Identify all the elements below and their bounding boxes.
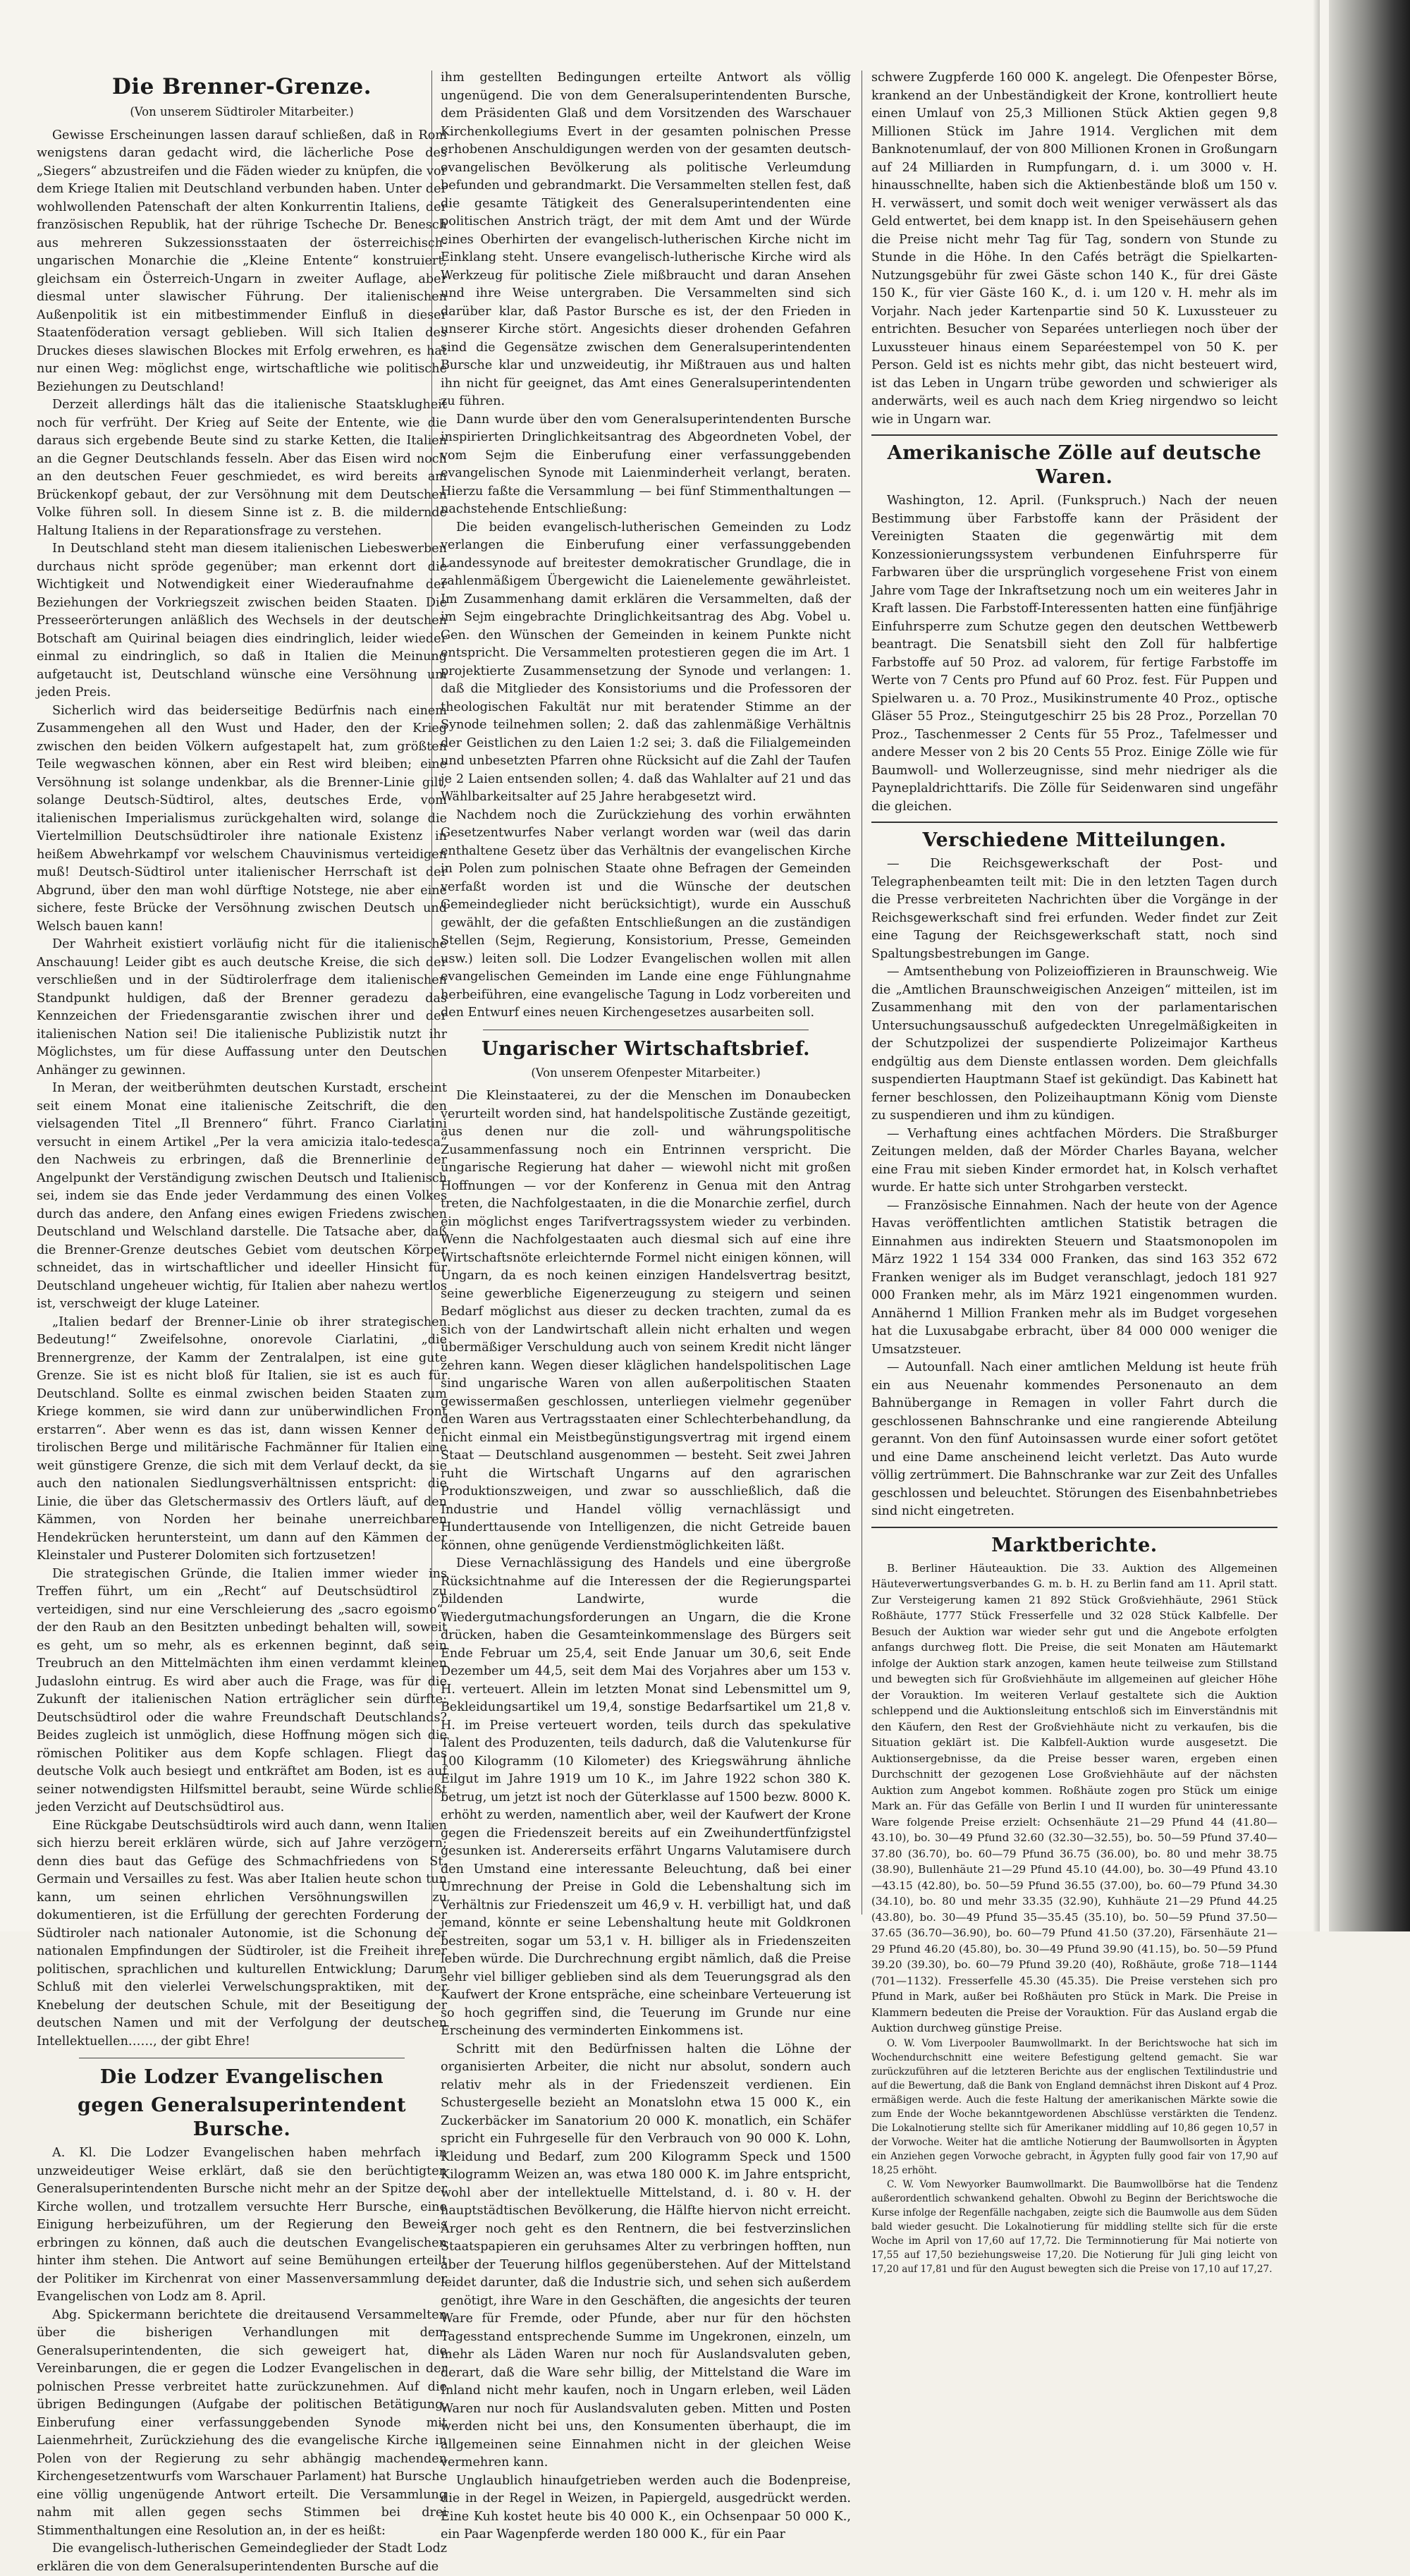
page-edge-shadow [1329,0,1410,1931]
article-byline: (Von unserem Südtiroler Mitarbeiter.) [130,105,354,118]
paragraph: Der Wahrheit existiert vorläufig nicht für die italienische Anschauung! Leider gibt es auch deutsche Kreise, die sich der verschließen und in der Südtirolerfrage dem italienischen Standpunkt huldigen, daß der Brenner geradezu das Kennzeichen der Friedensgarantie zwischen ihrer und der italienischen Nation sei! Die italienische Publizistik nutzt ihr Möglichstes, um für diese Auffassung unter den Deutschen Anhänger zu gewinnen. [37,937,447,1078]
paragraph: Diese Vernachlässigung des Handels und eine übergroße Rücksichtnahme auf die Interessen der die Regierungspartei bildenden Landwirte, wurde die Wiedergutmachungsforderungen an Ungarn, die die Krone drücken, haben die Gesamteinkommenslage des Bürgers seit Ende Februar um 25,4, seit Ende Januar um 30,6, seit Ende Dezember um 44,5, seit dem Mai des Vorjahres aber um 153 v. H. verteuert. Allein im letzten Monat sind Lebensmittel um 9, Bekleidungsartikel um 19,4, sonstige Bedarfsartikel um 21,8 v. H. im Preise verteuert worden, teils durch das spekulative Talent des Produzenten, teils dadurch, daß die Valutenkurse für 100 Kilogramm (10 Kilometer) des Kriegswährung ähnliche Eilgut im Jahre 1919 um 10 K., im Jahre 1922 schon 380 K. betrug, um jetzt ist noch der Güterklasse auf 1500 bezw. 8000 K. erhöht zu werden, namentlich aber, weil der Kaufwert der Krone gegen die Friedenszeit bereits auf ein Zweihundertfünfzigstel gesunken ist. Andererseits erfährt Ungarns Valutamisere durch den Umstand eine interessante Beleuchtung, daß bei einer Umrechnung der Preise in Gold die Lebenshaltung sich im Verhältnis zur Friedenszeit um 46,9 v. H. verbilligt hat, und daß jemand, könnte er seine Lebenshaltung heute mit Goldkronen bestreiten, sogar um 53,1 v. H. billiger als in Friedenszeiten leben würde. Die Durchrechnung ergibt nämlich, daß die Preise sehr viel billiger geblieben sind als dem Teuerungsgrad als den Kaufwert der Krone entspräche, eine scheinbare Verteuerung ist so hoch gegriffen sind, die Teuerung im Grunde nur eine Erscheinung des verminderten Einkommens ist. [441,1556,851,2038]
paragraph: Abg. Spickermann berichtete die dreitausend Versammelten über die bisherigen Verhandlungen mit dem Generalsuperintendenten, die sich geweigert hat, die Vereinbarungen, die er gegen die Lodzer Evangelischen in der polnischen Presse verbreitet hatte zurückzunehmen. Auf die übrigen Bedingungen (Aufgabe der politischen Betätigung, Einberufung einer verfassunggebenden Synode mit Laienmehrheit, Zurückziehung des die evangelische Kirche in Polen von der Regierung zu sehr abhängig machenden Kirchengesetzentwurfs vom Warschauer Parlament) hat Bursche eine völlig ungenügende Antwort erteilt. Die Versammlung nahm mit allen gegen sechs Stimmen bei drei Stimmenthaltungen eine Resolution an, in der es heißt: [37,2307,447,2538]
separator-rule [871,1527,1277,1528]
paragraph: Derzeit allerdings hält das die italienische Staatsklugheit noch für verfrüht. Der Krieg auf Seite der Entente, wie die daraus sich ergebende Beute sind zu starke Ketten, die Italien an die Gegner Deutschlands fesseln. Aber das Eisen wird noch an den deutschen Feuer geschmiedet, es wird bereits am Brückenkopf gebaut, der zur Versöhnung mit dem Deutschen Volke führen soll. In diesem Sinne ist z. B. die mildernde Haltung Italiens in der Reparationsfrage zu verstehen. [37,398,447,538]
paragraph: Die beiden evangelisch-lutherischen Gemeinden zu Lodz verlangen die Einberufung einer verfassunggebenden Landessynode auf breitester demokratischer Grundlage, die in zahlenmäßigem Übergewicht die Laienelemente gewährleistet. Im Zusammenhang damit erklären die Versammelten, daß der im Sejm eingebrachte Dringlichkeitsantrag des Abg. Vobel u. Gen. den Wünschen der Gemeinden in keinem Punkte nicht entspricht. Die Versammelten protestieren gegen die im Art. 1 projektierte Zusammensetzung der Synode und verlangen: 1. daß die Mitglieder des Konsistoriums und die Professoren der theologischen Fakultät nur mit beratender Stimme an der Synode teilnehmen sollen; 2. daß das zahlenmäßige Verhältnis der Geistlichen zu den Laien 1:2 sei; 3. daß die Filialgemeinden und unbesetzten Pfarren ohne Rücksicht auf die Zahl der Taufen je 2 Laien entsenden sollen; 4. daß das Wahlalter auf 21 und das Wählbarkeitsalter auf 25 Jahre herabgesetzt wird. [441,520,851,804]
paragraph: Dann wurde über den vom Generalsuperintendenten Bursche inspirierten Dringlichkeitsantrag des Abgeordneten Vobel, der vom Sejm die Einberufung einer verfassunggebenden evangelischen Synode mit Laienminderheit verlangt, beraten. Hierzu faßte die Versammlung — bei fünf Stimmenthaltungen — nachstehende Entschließung: [441,412,851,516]
paragraph: Gewisse Erscheinungen lassen darauf schließen, daß in Rom wenigstens daran gedacht wird, die lächerliche Pose des „Siegers“ abzustreifen und die Fäden wieder zu knüpfen, die vor dem Kriege Italien mit Deutschland verbunden haben. Unter der wohlwollenden Patenschaft der alten Konkurrentin Italiens, der französischen Republik, hat der rührige Tscheche Dr. Benesch aus mehreren Sukzessionsstaaten der österreichisch-ungarischen Monarchie die „Kleine Entente“ konstruiert, gleichsam ein Österreich-Ungarn in zweiter Auflage, aber diesmal unter slawischer Führung. Der italienischen Außenpolitik ist ein mitbestimmender Einfluß in dieser Staatenföderation versagt geblieben. Will sich Italien des Druckes dieses slawischen Blockes mit Erfolg erwehren, es hat nur einen Weg: möglichst enge, wirtschaftliche wie politische Beziehungen zu Deutschland! [37,128,447,394]
article-title-marktberichte: Marktberichte. [991,1534,1158,1556]
column-2 [441,69,851,2541]
paragraph: O. W. Vom Liverpooler Baumwollmarkt. In der Berichtswoche hat sich im Wochendurchschnitt eine weitere Befestigung geltend gemacht. Sie war zurückzuführen auf die letzteren Berichte aus der englischen Textilindustrie und auf die Bewertung, daß die Bank von England demnächst ihren Diskont auf 4 Proz. ermäßigen werde. Auch die feste Haltung der amerikanischen Märkte sowie die zum Ende der Woche bekanntgewordenen Abschlüsse verstärkten die Tendenz. Die Lokalnotierung stellte sich für Amerikaner middling auf 10,86 gegen 10,57 in der Vorwoche. Weiter hat die amtliche Notierung der Baumwollsorten in Ägypten ein Anziehen gegen Vorwoche gebracht, in Ägypten fully good fair von 17,90 auf 18,25 erhöht. [871,2037,1277,2176]
paragraph: Die strategischen Gründe, die Italien immer wieder ins Treffen führt, um ein „Recht“ auf Deutschsüdtirol zu verteidigen, sind nur eine Verschleierung des „sacro egoismo“, der den Raub an den Besitzten unbedingt behalten will, soweit es geht, um so mehr, als es erkennen beginnt, daß sein Treubruch an den Mittelmächten ihm einen verdammt kleinen Judaslohn eintrug. Es wird aber auch die Frage, was für die Zukunft der italienischen Nation erträglicher sein dürfte: Deutschsüdtirol oder die wahre Freundschaft Deutschlands? Beides zugleich ist unmöglich, diese Hoffnung mögen sich die römischen Politiker aus dem Kopfe schlagen. Fliegt das deutsche Volk auch besiegt und entkräftet am Boden, ist es auf seiner notwendigsten Hilfsmittel beraubt, seine Würde schließt jeden Verzicht auf Deutschsüdtirol aus. [37,1566,447,1814]
article-title-ungarn: Ungarischer Wirtschaftsbrief. [481,1037,811,1060]
article-title-lodz-1: Die Lodzer Evangelischen [99,2066,384,2088]
paragraph: Washington, 12. April. (Funkspruch.) Nach der neuen Bestimmung über Farbstoffe kann der Präsident der Vereinigten Staaten die gegenwärtig mit dem Konzessionierungssystem verbundenen Einfuhrsperre für Farbwaren über die ursprünglich vorgesehene Frist von einem Jahre vom Tage der Inkraftsetzung noch um ein weiteres Jahr in Kraft lassen. Die Farbstoff-Interessenten hatten eine fünfjährige Einfuhrsperre zum Schutze gegen den deutschen Wettbewerb beantragt. Die Senatsbill sieht den Zoll für halbfertige Farbstoffe auf 50 Proz. ad valorem, für fertige Farbstoffe im Werte von 7 Cents pro Pfund auf 60 Proz. fest. Für Puppen und Spielwaren u. a. 70 Proz., Musikinstrumente 40 Proz., optische Gläser 55 Proz., Steingutgeschirr 25 bis 28 Proz., Porzellan 70 Proz., Taschenmesser 2 Cents für 55 Proz., Tafelmesser und andere Messer von 2 bis 20 Cents 55 Proz. Einige Zölle wie für Baumwoll- und Wollerzeugnisse, sind mehr niedriger als die Payneplaldrichttarifs. Die Zölle für Seidenwaren sind ungefähr die gleichen. [871,494,1277,814]
article-byline: (Von unserem Ofenpester Mitarbeiter.) [531,1066,761,1080]
paragraph: Nachdem noch die Zurückziehung des vorhin erwähnten Gesetzentwurfes Naber verlangt worden war (weil das darin enthaltene Gesetz über das Verhältnis der evangelischen Kirche in Polen zum polnischen Staate ohne Befragen der Gemeinden verfaßt worden ist und die Wünsche der deutschen Gemeindeglieder nicht berücksichtigt), wurde ein Ausschuß gewählt, der die gefaßten Entschließungen an die zuständigen Stellen (Sejm, Regierung, Konsistorium, Presse, Gemeinden usw.) leiten soll. Die Lodzer Evangelischen wollen mit allen evangelischen Gemeinden im Lande eine enge Fühlungnahme herbeiführen, eine evangelische Tagung in Lodz vorbereiten und den Entwurf eines neuen Kirchengesetzes ausarbeiten soll. [441,807,851,1020]
paragraph: — Die Reichsgewerkschaft der Post- und Telegraphenbeamten teilt mit: Die in den letzten Tagen durch die Presse verbreiteten Nachrichten über die Vorgänge in der Reichsgewerkschaft sind frei erfunden. Weder findet zur Zeit eine Tagung der Reichsgewerkschaft statt, noch sind Spaltungsbestrebungen im Gange. [871,857,1277,961]
separator-rule [871,434,1277,436]
column-3 [871,69,1277,2275]
paragraph: Sicherlich wird das beiderseitige Bedürfnis nach einem Zusammengehen all den Wust und Hader, den der Krieg zwischen den beiden Völkern aufgestapelt hat, zum größten Teile wegwaschen können, aber ein Rest wird bleiben; eine Versöhnung ist solange undenkbar, als die Brenner-Linie gilt, solange Deutsch-Südtirol, altes, deutsches Erde, vom italienischen Imperialismus zurückgehalten wird, solange die Viertelmillion Deutschsüdtiroler ihre nationale Existenz in heißem Abwehrkampf vor welschem Chauvinismus verteidigen muß! Deutsch-Südtirol unter italienischer Herrschaft ist der Abgrund, über den man wohl dürftige Notstege, nie aber eine sichere, feste Brücke der Versöhnung zwischen Deutsch und Welsch bauen kann! [37,703,447,934]
article-title-mitteilungen: Verschiedene Mitteilungen. [922,829,1227,851]
paragraph: Schritt mit den Bedürfnissen halten die Löhne der organisierten Arbeiter, die nicht nur absolut, sondern auch relativ mehr als in der Friedenszeit verdienen. Ein Schustergeselle bezieht an Monatslohn etwa 15 000 K., ein Zuckerbäcker im Sanatorium 20 000 K. monatlich, ein Schäfer spricht ein Fuhrgeselle für den Verbrauch von 90 000 K. Lohn, Kleidung und Bedarf, zum 200 Kilogramm Speck und 1500 Kilogramm Weizen an, was etwa 180 000 K. im Jahre entspricht, wohl aber der intellektuelle Mittelstand, d. i. 80 v. H. der hauptstädtischen Bevölkerung, die Hälfte hiervon nicht erreicht. Ärger noch geht es den Rentnern, die bei festverzinslichen Staatspapieren ein geruhsames Alter zu verbringen hofften, nun aber der Teuerung hilflos gegenüberstehen. Auf der Mittelstand leidet darunter, daß die Industrie sich, und sehen sich außerdem genötigt, ihre Ware in den Geschäften, die angesichts der teuren Ware für Fremde, oder Pfunde, aber nur für den höchsten Tagesstand entsprechende Summe im Ungekronen, einzeln, um mehr als Läden Waren nur noch für Auslandsvaluten geben, derart, daß die Ware sehr billig, der Mittelstand die Ware im Inland nicht mehr kaufen, noch in Ungarn erleben, weil Läden Waren nur noch für Auslandsvaluten geben. Mitten und Posten werden nicht bei uns, den Konsumenten überhaupt, die im allgemeinen seine Einnahmen nicht in der gleichen Weise vermehren kann. [441,2041,851,2470]
article-title-lodz-2: gegen Generalsuperintendent Bursche. [77,2094,407,2140]
article-title-zoelle: Amerikanische Zölle auf deutsche Waren. [887,442,1262,488]
separator-rule [871,822,1277,823]
paragraph: ihm gestellten Bedingungen erteilte Antwort als völlig ungenügend. Die von dem Generalsuperintendenten Bursche, dem Präsidenten Glaß und dem Vorsitzenden des Warschauer Kirchenkollegiums Evert in der gesamten polnischen Presse erhobenen Anschuldigungen werden von der gesamten deutsch-evangelischen Bevölkerung als politische Verleumdung befunden und gebrandmarkt. Die Versammelten stellen fest, daß die gesamte Tätigkeit des Generalsuperintendenten eine politischen Anstrich trägt, der mit dem Amt und der Würde eines Oberhirten der evangelisch-lutherischen Kirche nicht im Einklang steht. Unsere evangelisch-lutherische Kirche wird als Werkzeug für politische Ziele mißbraucht und daran Ansehen und ihre Weise untergraben. Die Versammelten sind sich darüber klar, daß Pastor Bursche es ist, der den Frieden in unserer Kirche stört. Angesichts dieser drohenden Gefahren sind die Gegensätze zwischen dem Generalsuperintendenten Bursche klar und unzweideutig, ihr Mißtrauen aus und halten ihn nicht für geeignet, das Amt eines Generalsuperintendenten zu führen. [441,71,851,408]
paragraph: C. W. Vom Newyorker Baumwollmarkt. Die Baumwollbörse hat die Tendenz außerordentlich schwankend gehalten. Obwohl zu Beginn der Berichtswoche die Kurse infolge der Regenfälle nachgaben, zeigte sich die Baumwolle aus dem Süden bald wieder gesucht. Die Lokalnotierung für middling stellte sich für die erste Woche im April von 17,60 auf 17,72. Die Terminnotierung für Mai notierte von 17,55 auf 17,50 beziehungsweise 17,20. Die Notierung für Juli ging leicht von 17,20 auf 17,81 und für den August bewegten sich die Preise von 17,10 auf 17,27. [871,2178,1277,2275]
paragraph: schwere Zugpferde 160 000 K. angelegt. Die Ofenpester Börse, krankend an der Unbeständigkeit der Krone, kontrolliert heute einen Umlauf von 25,3 Millionen Stück Aktien gegen 9,8 Millionen Stück im Jahre 1914. Verglichen mit dem Banknotenumlauf, der von 800 Millionen Kronen in Großungarn auf 24 Milliarden in Rumpfungarn, d. i. um 3000 v. H. hinausschnellte, haben sich die Aktienbestände bloß um 150 v. H. verwässert, und somit doch weit weniger verwässert als das Geld entwertet, bei dem knapp ist. In den Speisehäusern gehen die Preise nicht mehr Tag für Tag, sondern von Stunde zu Stunde in die Höhe. In den Cafés beträgt die Spielkarten-Nutzungsgebühr für zwei Gäste schon 140 K., für drei Gäste 150 K., für vier Gäste 160 K., d. i. um 120 v. H. mehr als im Vorjahr. Nach jeder Kartenpartie sind 50 K. Luxussteuer zu entrichten. Besucher von Separées unterliegen noch über der Luxussteuer hinaus einem Separéestempel von 50 K. per Person. Geld ist es nichts mehr gibt, das nicht besteuert wird, ist das Leben in Ungarn trübe geworden und schwieriger als anderwärts, weil es auch nach dem Krieg nirgendwo so leicht wie in Ungarn war. [871,71,1277,427]
article-title-brenner: Die Brenner-Grenze. [111,74,372,99]
paragraph: — Autounfall. Nach einer amtlichen Meldung ist heute früh ein aus Neuenahr kommendes Personenauto an dem Bahnübergange in Remagen in voller Fahrt durch die geschlossenen Bahnschranke und eine rangierende Abteilung gerannt. Von den fünf Autoinsassen wurde einer sofort getötet und eine Dame anscheinend leicht verletzt. Das Auto wurde völlig zertrümmert. Die Bahnschranke war zur Zeit des Unfalles geschlossen und beleuchtet. Störungen des Eisenbahnbetriebes sind nicht eingetreten. [871,1360,1277,1518]
paragraph: — Verhaftung eines achtfachen Mörders. Die Straßburger Zeitungen melden, daß der Mörder Charles Bayana, welcher eine Frau mit sieben Kinder ermordet hat, in Kolsch verhaftet wurde. Er hatte sich unter Strohgarben versteckt. [871,1126,1277,1195]
paragraph: In Deutschland steht man diesem italienischen Liebeswerben durchaus nicht spröde gegenüber; man erkennt dort die Wichtigkeit und Notwendigkeit einer Wiederaufnahme der Beziehungen der Vorkriegszeit zwischen beiden Staaten. Die Presseerörterungen anläßlich des Wechsels in der deutschen Botschaft am Quirinal beiagen dies eindringlich, leider wieder einmal zu eindringlich, so daß in Italien die Meinung aufgetaucht ist, Deutschland wünsche eine Versöhnung um jeden Preis. [37,542,447,700]
paragraph: — Französische Einnahmen. Nach der heute von der Agence Havas veröffentlichten amtlichen Statistik betragen die Einnahmen aus indirekten Steuern und Staatsmonopolen im März 1922 1 154 334 000 Franken, das sind 163 352 672 Franken weniger als im Budget veranschlagt, jedoch 181 927 000 Franken mehr, als im März 1921 eingenommen wurden. Annähernd 1 Million Franken mehr als im Budget vorgesehen hat die Luxusabgabe erbracht, über 84 000 000 weniger die Umsatzsteuer. [871,1198,1277,1357]
page-binding-edge [1313,0,1320,1931]
paragraph: Die evangelisch-lutherischen Gemeindeglieder der Stadt Lodz erklären die von dem Generalsuperintendenten Bursche auf die [37,2541,447,2574]
paragraph: Eine Rückgabe Deutschsüdtirols wird auch dann, wenn Italien sich hierzu bereit erklären würde, sich auf Jahre verzögern; denn dies baut das Gefüge des Schmachfriedens von St. Germain und Versailles zu fest. Was aber Italien heute schon tun kann, um seinen ehrlichen Versöhnungswillen zu dokumentieren, ist die Erfüllung der gerechten Forderung der Südtiroler nach nationaler Autonomie, ist die Schonung der nationalen Empfindungen der Südtiroler, ist die Freiheit ihrer politischen, sprachlichen und kulturellen Entwicklung; Darum Schluß mit den vielerlei Verwelschungspraktiken, mit der Knebelung der deutschen Schule, mit der Beseitigung der deutschen Namen und mit der Verfolgung der deutschen Intellektuellen……, der gibt Ehre! [37,1818,447,2049]
paragraph: A. Kl. Die Lodzer Evangelischen haben mehrfach in unzweideutiger Weise erklärt, daß sie den berüchtigten Generalsuperintendenten Bursche nicht mehr an der Spitze der Kirche wollen, und trotzallem versuchte Herr Bursche, eine Einigung herbeizuführen, um der Regierung den Beweis erbringen zu können, daß auch die deutschen Evangelischen hinter ihm stehen. Die Antwort auf seine Bemühungen erteilt der Politiker im Kirchenrat von einer Massenversammlung der Evangelischen von Lodz am 8. April. [37,2146,447,2304]
paragraph: In Meran, der weitberühmten deutschen Kurstadt, erscheint seit einem Monat eine italienische Zeitschrift, die den vielsagenden Titel „Il Brennero“ führt. Franco Ciarlatini versucht in einem Artikel „Per la vera amicizia italo-tedesca“ den Nachweis zu erbringen, daß die Brennerlinie der Angelpunkt der Verständigung zwischen Deutsch und Italienisch sei, indem sie das Ende jeder Verdammung des einen Volkes durch das andere, den Anfang eines ewigen Friedens zwischen Deutschland und Welschland darstelle. Die Tatsache aber, daß die Brenner-Grenze deutsches Gebiet vom deutschen Körper schneidet, das in wirtschaftlicher und ideeller Hinsicht für Deutschland ungeheuer wichtig, für Italien aber nahezu wertlos ist, verschweigt der kluge Lateiner. [37,1081,447,1311]
paragraph: Die Kleinstaaterei, zu der die Menschen im Donaubecken verurteilt worden sind, hat handelspolitische Zustände gezeitigt, aus denen nur die zoll- und währungspolitische Zusammenfassung noch ein Entrinnen verspricht. Die ungarische Regierung hat daher — wiewohl nicht mit großen Hoffnungen — vor der Konferenz in Genua mit den Antrag treten, die Nachfolgestaaten, in die die Monarchie zerfiel, durch ein möglichst enges Tarifvertragssystem wieder zu verbinden. Wenn die Nachfolgestaaten auch diesmal sich auf eine ihre Wirtschaftsnöte erleichternde Formel nicht einigen können, will Ungarn, da es noch keinen einzigen Handelsvertrag besitzt, seine gewerbliche Eigenerzeugung zu steigern und seinen Bedarf möglichst aus dieser zu decken trachten, zumal da es sich von der Landwirtschaft allein nicht erhalten und wegen übermäßiger Verschuldung auch von seinem Kredit nicht länger zehren kann. Wegen dieser kläglichen handelspolitischen Lage sind ungarische Waren von allen außerpolitischen Staaten gewissermaßen geschlossen, unterliegen vielmehr gegenüber den Waren aus Vertragsstaaten einer Schlechterbehandlung, da nicht einmal ein Meistbegünstigungsvertrag mit irgend einem Staat — Deutschland ausgenommen — besteht. Seit zwei Jahren ruht die Wirtschaft Ungarns auf den agrarischen Produktionszweigen, und zwar so ausschließlich, daß die Industrie und Handel völlig vernachlässigt und Hunderttausende von Intelligenzen, die nicht Getreide bauen können, ohne genügende Verdienstmöglichkeiten läßt. [441,1089,851,1553]
paragraph: B. Berliner Häuteauktion. Die 33. Auktion des Allgemeinen Häuteverwertungsverbandes G. m. b. H. zu Berlin fand am 11. April statt. Zur Versteigerung kamen 21 892 Stück Großviehhäute, 2961 Stück Roßhäute, 1777 Stück Fresserfelle und 32 028 Stück Kalbfelle. Der Besuch der Auktion war wieder sehr gut und die Angebote erfolgten anfangs durchweg flott. Die Preise, die seit Monaten am Häutemarkt infolge der Auktion stark anzogen, kamen heute teilweise zum Stillstand und bewegten sich für Großviehhäute im allgemeinen auf gleicher Höhe der Vorauktion. Im weiteren Verlauf gestaltete sich die Auktion schleppend und die Auktionsleitung entschloß sich im Einverständnis mit den Käufern, den Rest der Großviehhäute nicht zu verkaufen, bis die Situation geklärt ist. Die Kalbfell-Auktion wurde ausgesetzt. Die Auktionsergebnisse, da die Preise besser waren, ergeben einen Durchschnitt der gezogenen Lose Großviehhäute auf der nächsten Auktion zum Angebot kommen. Roßhäute zogen pro Stück um einige Mark an. Für das Gefälle von Berlin I und II wurden für uninteressante Ware folgende Preise erzielt: Ochsenhäute 21—29 Pfund 44 (41.80—43.10), bo. 30—49 Pfund 32.60 (32.30—32.55), bo. 50—59 Pfund 37.40—37.80 (36.70), bo. 60—79 Pfund 36.75 (36.00), bo. 80 und mehr 38.75 (38.90), Bullenhäute 21—29 Pfund 45.10 (44.00), bo. 30—49 Pfund 43.10—43.15 (42.80), bo. 50—59 Pfund 36.55 (37.00), bo. 60—79 Pfund 34.30 (34.10), bo. 80 und mehr 33.35 (32.90), Kuhhäute 21—29 Pfund 44.25 (43.80), bo. 30—49 Pfund 35—35.45 (35.10), bo. 50—59 Pfund 37.50—37.65 (36.70—36.90), bo. 60—79 Pfund 41.50 (37.20), Färsenhäute 21—29 Pfund 46.20 (45.80), bo. 30—49 Pfund 39.90 (41.15), bo. 50—59 Pfund 39.20 (39.30), bo. 60—79 Pfund 39.20 (40), Roßhäute, große 718—1144 (701—1132). Fresserfelle 45.30 (45.35). Die Preise verstehen sich pro Pfund in Mark, außer bei Roßhäuten pro Stück in Mark. Die Preise in Klammern bedeuten die Preise der Vorauktion. Für das Ausland ergab die Auktion durchweg günstige Preise. [871,1561,1277,2034]
paragraph: Unglaublich hinaufgetrieben werden auch die Bodenpreise, die in der Regel in Weizen, in Papiergeld, ausgedrückt werden. Eine Kuh kostet heute bis 40 000 K., ein Ochsenpaar 50 000 K., ein Paar Wagenpferde werden 180 000 K., für ein Paar [441,2473,851,2541]
paragraph: — Amtsenthebung von Polizeioffizieren in Braunschweig. Wie die „Amtlichen Braunschweigischen Anzeigen“ mitteilen, ist im Zusammenhang mit den von der parlamentarischen Untersuchungsausschuß aufgedeckten Unregelmäßigkeiten in der Schutzpolizei der suspendierte Polizeimajor Kartheus endgültig aus dem Dienste entlassen worden. Dem gleichfalls suspendierten Hauptmann Staef ist gekündigt. Das Kabinett hat ferner beschlossen, den Polizeihauptmann König vom Dienste zu suspendieren und ihm zu kündigen. [871,965,1277,1123]
column-1 [37,69,447,2574]
paragraph: „Italien bedarf der Brenner-Linie ob ihrer strategischen Bedeutung!“ Zweifelsohne, onorevole Ciarlatini, „die Brennergrenze, der Kamm der Zentralalpen, ist eine gute Grenze. Sie ist es nicht bloß für Italien, sie ist es auch für Deutschland. Sollte es einmal zwischen beiden Staaten zum Kriege kommen, sie wird dann zur unüberwindlichen Front erstarren“. Aber wenn es das ist, dann wissen Kenner der tirolischen Berge und militärische Fachmänner für Italien eine weit günstigere Grenze, die sich mit dem Verlauf deckt, da sie auch den nationalen Siedlungsverhältnissen entspricht: die Linie, die über das Gletschermassiv des Ortlers läuft, auf den Kämmen, von Norden her beinahe unerreichbaren Hendekrücken heruntersteint, um dann auf den Kämmen der Kleinstaler und Pusterer Dolomiten sich fortzusetzen! [37,1314,447,1563]
